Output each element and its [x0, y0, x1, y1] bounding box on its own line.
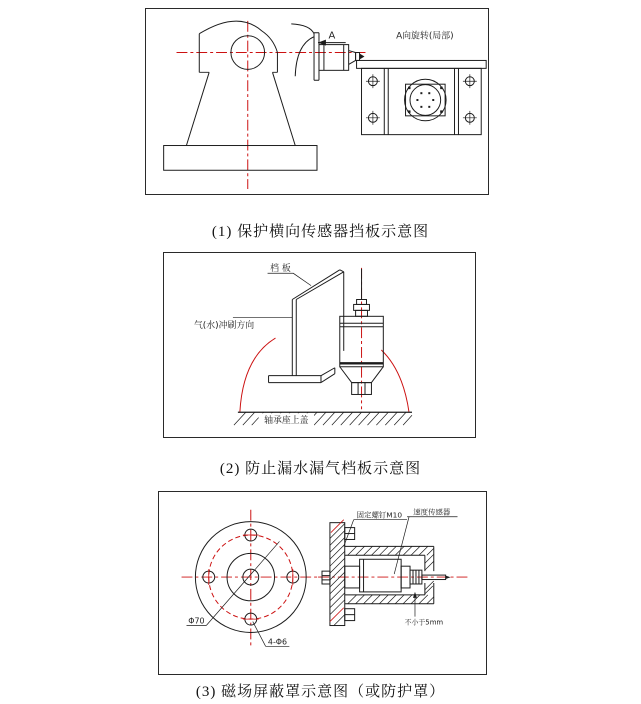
figure2-caption: (2) 防止漏水漏气档板示意图	[219, 461, 422, 477]
rotated-view-label: A向旋转(局部)	[396, 31, 454, 42]
shield-cover	[345, 546, 434, 603]
figure1-caption: (1) 保护横向传感器挡板示意图	[211, 224, 430, 240]
sensor-flange-circle	[405, 79, 447, 121]
baffle-plate	[269, 270, 344, 383]
bolt-bottom-left	[366, 111, 380, 125]
centerlines	[177, 21, 369, 189]
figure2-frame	[163, 252, 476, 438]
figure3-drawing	[159, 492, 486, 674]
min-gap-label: 不小于5mm	[404, 618, 444, 627]
figure3-caption: (3) 磁场屏蔽罩示意图（或防护罩）	[195, 684, 446, 700]
shield-section-view	[318, 507, 468, 627]
bearing-cover-ground	[234, 412, 412, 426]
figure3-frame	[158, 491, 487, 675]
baffle-callout	[268, 262, 312, 286]
figure1-drawing	[146, 9, 488, 194]
figure1-frame	[145, 8, 489, 195]
flange-face-view	[182, 510, 321, 647]
fixing-screw-label: 固定螺钉M10	[356, 510, 403, 520]
gap-dimension	[405, 592, 444, 627]
mounting-tab-bottom	[345, 609, 355, 621]
holes-dimension	[253, 622, 290, 647]
rotated-partial-view	[357, 30, 487, 135]
baffle-label: 档 板	[270, 263, 291, 274]
flow-direction-callout	[194, 317, 292, 331]
bolt-bottom-right	[463, 111, 477, 125]
bolt-circle-diameter-label: Φ70	[188, 616, 205, 626]
flow-direction-label: 气(水)冲刷方向	[193, 321, 255, 332]
bearing-pedestal-front-view	[164, 21, 317, 170]
view-direction-arrow	[318, 31, 346, 46]
view-arrow-label: A	[328, 30, 336, 42]
bolt-top-left	[366, 74, 380, 88]
sensor-label: 速度传感器	[413, 507, 451, 517]
sensor-callout	[394, 507, 457, 574]
figure2-drawing	[164, 253, 475, 437]
bearing-cover-label: 轴承座上盖	[264, 416, 309, 427]
holes-label: 4-Φ6	[267, 637, 288, 647]
bolt-top-right	[463, 74, 477, 88]
